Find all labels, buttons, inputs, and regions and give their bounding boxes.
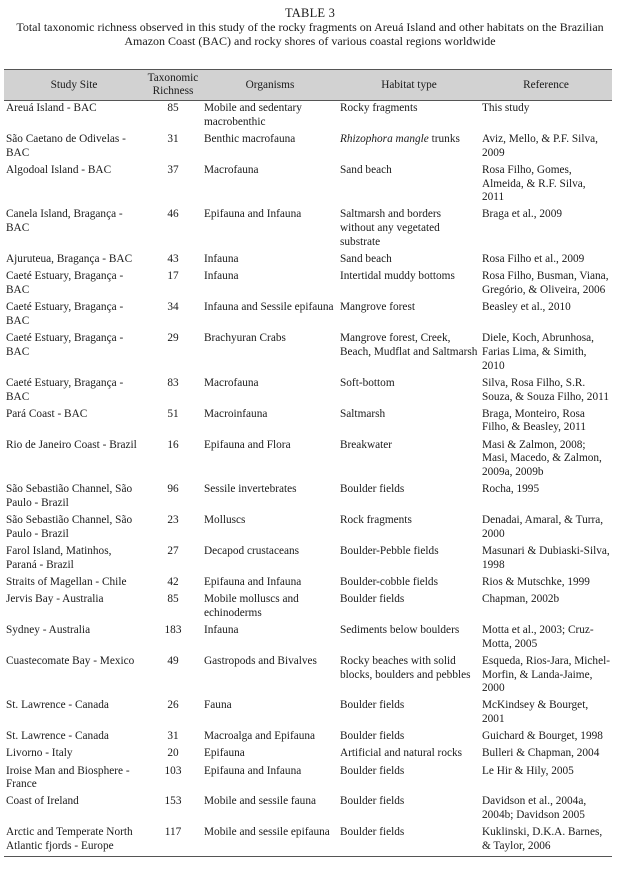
cell-reference: Rosa Filho, Gomes, Almeida, & R.F. Silva, 2011 xyxy=(482,163,586,204)
table-row xyxy=(4,746,612,763)
table-row xyxy=(4,729,612,746)
cell-richness: 46 xyxy=(167,208,179,221)
cell-richness: 153 xyxy=(164,795,182,808)
cell-reference: Beasley et al., 2010 xyxy=(482,301,571,314)
habitat-text: trunks xyxy=(428,132,460,145)
cell-richness: 34 xyxy=(167,301,179,314)
cell-habitat: Soft-bottom xyxy=(340,376,395,389)
cell-organisms: Epifauna xyxy=(204,747,245,760)
table-row xyxy=(4,482,612,513)
cell-organisms: Epifauna and Flora xyxy=(204,438,291,451)
table-row xyxy=(4,794,612,825)
cell-reference: This study xyxy=(482,102,530,114)
cell-habitat: Boulder fields xyxy=(340,592,405,605)
cell-organisms: Infauna xyxy=(204,253,239,266)
cell-reference: Davidson et al., 2004a, 2004b; Davidson 2005 xyxy=(482,795,587,822)
cell-reference: Kuklinski, D.K.A. Barnes, & Taylor, 2006 xyxy=(480,825,612,856)
cell-organisms: Mobile and sedentary macrobenthic xyxy=(204,102,302,128)
cell-habitat: Boulder fields xyxy=(340,483,405,496)
cell-study-site: Pará Coast - BAC xyxy=(6,407,88,420)
cell-habitat: Saltmarsh xyxy=(340,407,386,420)
table-row xyxy=(4,592,612,623)
cell-reference: Rosa Filho, Busman, Viana, Gregório, & Oliveira, 2006 xyxy=(482,270,609,297)
cell-reference: Masi & Zalmon, 2008; Masi, Macedo, & Zalmon, 2009a, 2009b xyxy=(482,438,602,479)
cell-habitat: Boulder-Pebble fields xyxy=(340,544,439,557)
table-row xyxy=(4,269,612,300)
table-row xyxy=(4,825,612,856)
header-habitat-type: Habitat type xyxy=(338,70,480,101)
cell-study-site: Iroise Man and Biosphere - France xyxy=(6,764,130,791)
cell-study-site: Coast of Ireland xyxy=(6,795,79,808)
cell-richness: 49 xyxy=(167,654,179,667)
cell-organisms: Macroinfauna xyxy=(204,407,268,420)
table-row xyxy=(4,132,612,163)
cell-richness: 31 xyxy=(167,132,179,145)
cell-habitat: Boulder fields xyxy=(340,730,405,743)
cell-organisms: Sessile invertebrates xyxy=(204,483,297,496)
cell-richness: 51 xyxy=(167,407,179,420)
header-taxonomic-richness xyxy=(144,70,202,101)
table-row xyxy=(4,407,612,438)
cell-reference: Rocha, 1995 xyxy=(482,483,540,496)
table-caption xyxy=(0,0,620,48)
cell-reference: Braga et al., 2009 xyxy=(482,208,562,221)
cell-reference: Aviz, Mello, & P.F. Silva, 2009 xyxy=(482,132,598,159)
richness-table xyxy=(4,69,612,857)
cell-organisms: Benthic macrofauna xyxy=(204,132,296,145)
cell-study-site: Farol Island, Matinhos, Paraná - Brazil xyxy=(6,544,112,571)
cell-habitat: Intertidal muddy bottoms xyxy=(340,270,455,283)
header-organisms: Organisms xyxy=(202,70,338,101)
table-row xyxy=(4,207,612,252)
table-header xyxy=(4,70,612,101)
cell-organisms: Mobile molluscs and echinoderms xyxy=(204,592,299,619)
cell-organisms: Mobile and sessile fauna xyxy=(204,795,316,808)
cell-organisms: Decapod crustaceans xyxy=(204,544,300,557)
table-row xyxy=(4,101,612,132)
cell-reference: Motta et al., 2003; Cruz-Motta, 2005 xyxy=(482,623,594,650)
cell-study-site: Canela Island, Bragança - BAC xyxy=(6,208,123,235)
cell-study-site: São Sebastião Channel, São Paulo - Brazil xyxy=(6,514,133,540)
cell-richness: 83 xyxy=(167,376,179,389)
cell-richness: 85 xyxy=(167,592,179,605)
cell-habitat: Rock fragments xyxy=(340,514,412,527)
cell-study-site: Algodoal Island - BAC xyxy=(6,163,112,176)
cell-reference: McKindsey & Bourget, 2001 xyxy=(482,699,589,726)
cell-organisms: Epifauna and Infauna xyxy=(204,764,302,777)
table-row xyxy=(4,623,612,654)
cell-habitat: Rocky beaches with solid blocks, boulders and pebbles xyxy=(340,654,471,681)
cell-study-site: Arctic and Temperate North Atlantic fjords - Europe xyxy=(4,825,144,856)
cell-habitat: Sediments below boulders xyxy=(340,623,460,636)
cell-organisms: Gastropods and Bivalves xyxy=(204,654,317,667)
cell-study-site: Straits of Magellan - Chile xyxy=(6,575,127,588)
cell-study-site: St. Lawrence - Canada xyxy=(6,730,109,743)
cell-organisms: Macrofauna xyxy=(204,376,259,389)
cell-richness: 23 xyxy=(167,514,179,527)
cell-reference: Masunari & Dubiaski-Silva, 1998 xyxy=(482,544,610,571)
cell-habitat: Breakwater xyxy=(340,438,393,451)
table-row xyxy=(4,698,612,729)
cell-study-site: Rio de Janeiro Coast - Brazil xyxy=(6,438,137,451)
cell-study-site: Cuastecomate Bay - Mexico xyxy=(6,654,135,667)
cell-richness: 103 xyxy=(164,764,182,777)
cell-habitat: Artificial and natural rocks xyxy=(340,747,463,760)
cell-richness: 31 xyxy=(167,730,179,743)
table-body xyxy=(4,101,612,857)
cell-habitat: Mangrove forest, Creek, Beach, Mudflat and Saltmarsh xyxy=(340,332,478,358)
cell-richness: 43 xyxy=(167,253,179,266)
cell-study-site: São Caetano de Odivelas - BAC xyxy=(6,132,126,159)
cell-study-site: Jervis Bay - Australia xyxy=(6,592,104,605)
cell-reference: Guichard & Bourget, 1998 xyxy=(482,730,603,743)
cell-reference: Chapman, 2002b xyxy=(482,592,560,605)
table-row xyxy=(4,331,612,376)
cell-reference: Rosa Filho et al., 2009 xyxy=(482,253,585,266)
header-row xyxy=(4,70,612,101)
table-row xyxy=(4,575,612,592)
cell-reference: Esqueda, Rios-Jara, Michel-Morfin, & Landa-Jaime, 2000 xyxy=(482,654,610,695)
cell-study-site: Livorno - Italy xyxy=(6,747,73,760)
cell-richness: 26 xyxy=(167,699,179,712)
cell-study-site: Caeté Estuary, Bragança - BAC xyxy=(6,301,124,327)
cell-organisms: Fauna xyxy=(204,699,232,712)
cell-study-site: Caeté Estuary, Bragança - BAC xyxy=(6,376,124,403)
cell-organisms: Macroalga and Epifauna xyxy=(204,730,316,743)
cell-habitat xyxy=(338,132,480,163)
table-row xyxy=(4,764,612,795)
header-richness-line2: Richness xyxy=(152,85,194,97)
cell-organisms: Mobile and sessile epifauna xyxy=(202,825,338,856)
cell-reference: Braga, Monteiro, Rosa Filho, & Beasley, 2011 xyxy=(482,407,586,434)
cell-habitat: Boulder fields xyxy=(338,825,480,856)
table-caption-text: Total taxonomic richness observed in this study of the rocky fragments on Areuá Island and other habitats on the Brazilian Amazon Coast (BAC) and rocky shores of various coastal regions worldwide xyxy=(16,20,604,48)
cell-richness: 117 xyxy=(144,825,202,856)
cell-richness: 29 xyxy=(167,332,179,345)
table-row xyxy=(4,654,612,699)
cell-study-site: Sydney - Australia xyxy=(6,623,91,636)
cell-habitat: Boulder-cobble fields xyxy=(340,575,438,588)
cell-organisms: Molluscs xyxy=(204,514,246,527)
cell-study-site: Ajuruteua, Bragança - BAC xyxy=(6,253,133,266)
cell-richness: 27 xyxy=(167,544,179,557)
cell-reference: Rios & Mutschke, 1999 xyxy=(482,575,590,588)
table-row xyxy=(4,513,612,544)
cell-richness: 16 xyxy=(167,438,179,451)
cell-reference: Silva, Rosa Filho, S.R. Souza, & Souza Filho, 2011 xyxy=(482,376,609,403)
cell-study-site: Areuá Island - BAC xyxy=(6,102,97,114)
cell-richness: 42 xyxy=(167,575,179,588)
cell-organisms: Macrofauna xyxy=(204,163,259,176)
table-row xyxy=(4,163,612,208)
cell-habitat: Rocky fragments xyxy=(340,102,418,114)
cell-richness: 17 xyxy=(167,270,179,283)
table-row xyxy=(4,300,612,331)
cell-reference: Diele, Koch, Abrunhosa, Farias Lima, & Simith, 2010 xyxy=(482,332,595,372)
cell-reference: Le Hir & Hily, 2005 xyxy=(482,764,574,777)
cell-richness: 37 xyxy=(167,163,179,176)
cell-organisms: Infauna xyxy=(204,270,239,283)
habitat-species-name: Rhizophora mangle xyxy=(340,132,429,145)
cell-habitat: Saltmarsh and borders without any vegetated substrate xyxy=(340,208,442,249)
cell-study-site: Caeté Estuary, Bragança - BAC xyxy=(6,270,124,297)
cell-organisms: Infauna and Sessile epifauna xyxy=(204,301,334,314)
table-label: TABLE 3 xyxy=(284,6,336,20)
cell-habitat: Boulder fields xyxy=(340,795,405,808)
cell-habitat: Boulder fields xyxy=(340,699,405,712)
cell-organisms: Epifauna and Infauna xyxy=(204,208,302,221)
cell-habitat: Sand beach xyxy=(340,163,392,176)
table-row xyxy=(4,252,612,269)
cell-organisms: Epifauna and Infauna xyxy=(204,575,302,588)
table-row xyxy=(4,438,612,483)
cell-richness: 20 xyxy=(167,747,179,760)
table-row xyxy=(4,376,612,407)
cell-organisms: Brachyuran Crabs xyxy=(204,332,286,345)
cell-study-site: São Sebastião Channel, São Paulo - Brazil xyxy=(6,483,133,509)
cell-richness: 96 xyxy=(167,483,179,496)
cell-study-site: Caeté Estuary, Bragança - BAC xyxy=(6,332,124,358)
cell-organisms: Infauna xyxy=(204,623,239,636)
table-row xyxy=(4,544,612,575)
header-reference: Reference xyxy=(480,70,612,101)
cell-study-site: St. Lawrence - Canada xyxy=(6,699,109,712)
cell-reference: Denadai, Amaral, & Turra, 2000 xyxy=(482,514,604,540)
header-study-site: Study Site xyxy=(4,70,144,101)
cell-richness: 183 xyxy=(164,623,182,636)
cell-richness: 85 xyxy=(167,102,179,114)
cell-habitat: Sand beach xyxy=(340,253,392,266)
header-richness-line1: Taxonomic xyxy=(147,72,199,85)
cell-reference: Bulleri & Chapman, 2004 xyxy=(482,747,600,760)
cell-habitat: Mangrove forest xyxy=(340,301,415,314)
cell-habitat: Boulder fields xyxy=(340,764,405,777)
